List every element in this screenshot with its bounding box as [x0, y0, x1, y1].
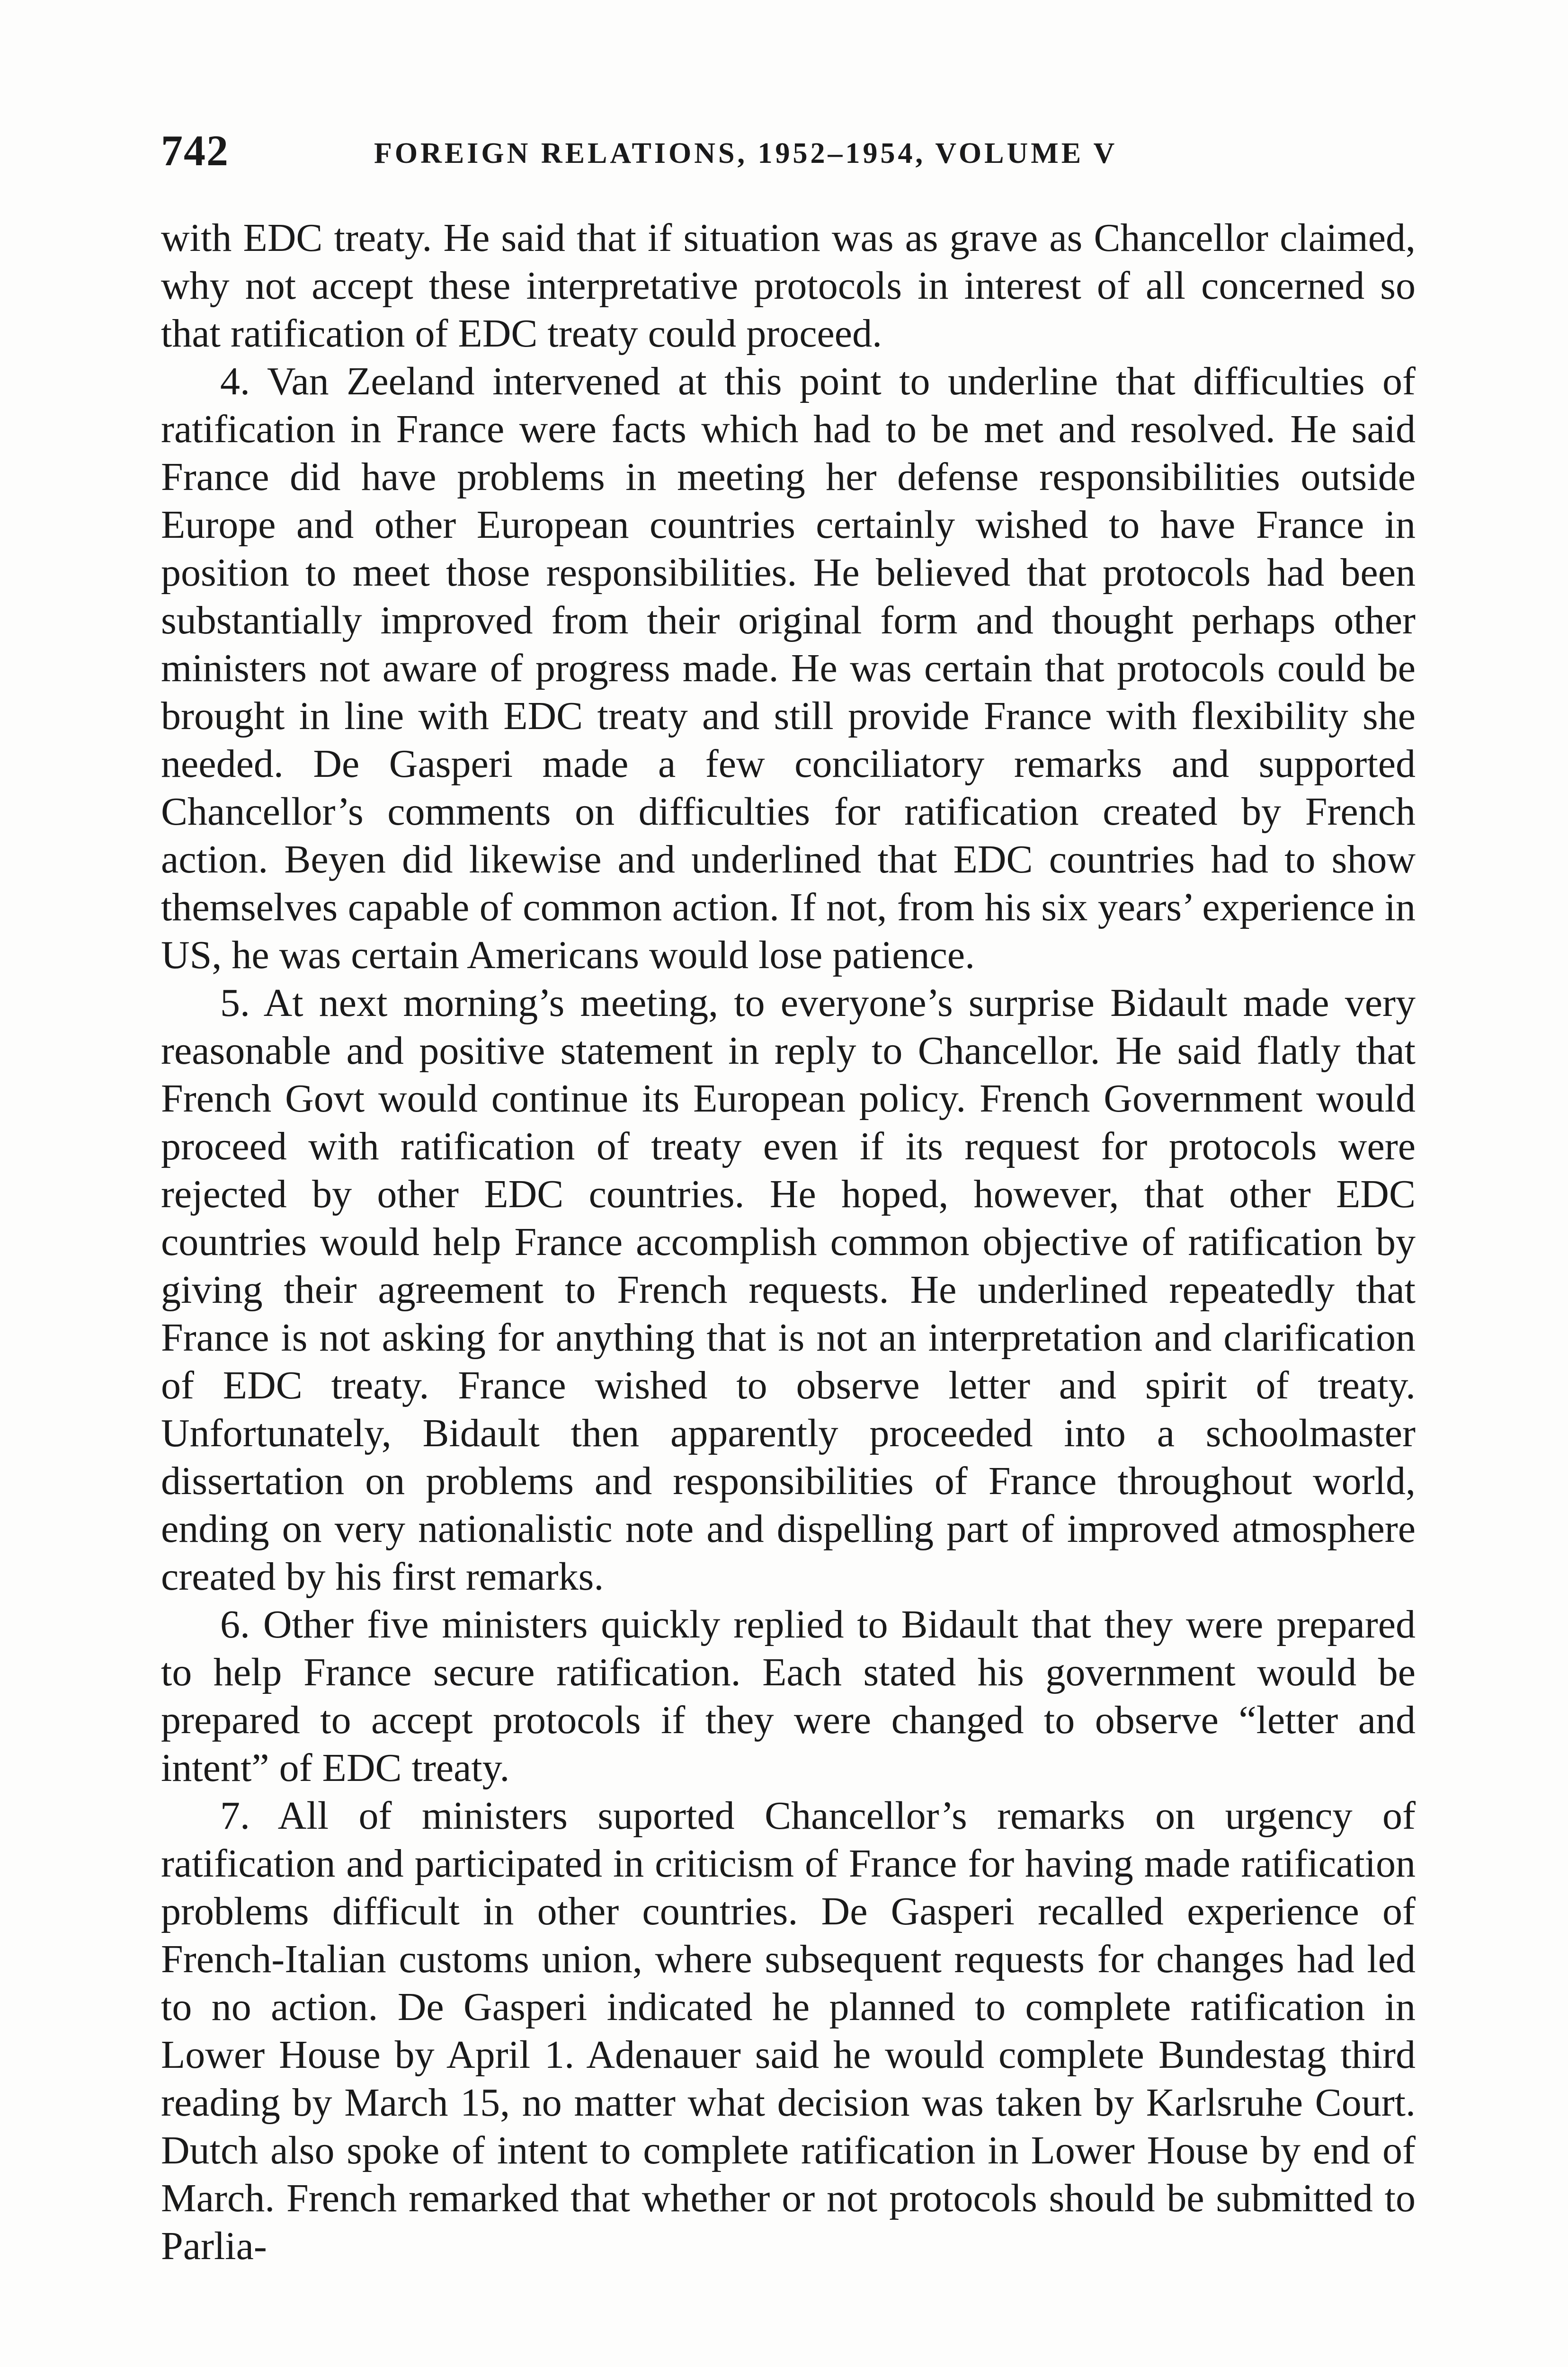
body-text [161, 214, 1416, 2270]
paragraph-5: 5. At next morning’s meeting, to everyone’s surprise Bidault made very reasonable and positive statement in reply to Chancellor. He said flatly that French Govt would continue its European policy. French Government would proceed with ratification of treaty even if its request for protocols were rejected by other EDC countries. He hoped, however, that other EDC countries would help France accomplish common objective of ratification by giving their agreement to French requests. He underlined repeatedly that France is not asking for anything that is not an interpretation and clarification of EDC treaty. France wished to observe letter and spirit of treaty. Unfortunately, Bidault then apparently proceeded into a schoolmaster dissertation on problems and responsibilities of France throughout world, ending on very nationalistic note and dispelling part of improved atmosphere created by his first remarks. [161, 981, 1416, 1599]
paragraph-continuation: with EDC treaty. He said that if situation was as grave as Chancellor claimed, why not accept these interpretative protocols in interest of all concerned so that ratification of EDC treaty could proceed. [161, 216, 1416, 356]
running-title: FOREIGN RELATIONS, 1952–1954, VOLUME V [374, 137, 1118, 169]
running-head [161, 125, 1401, 192]
paragraph-6: 6. Other five ministers quickly replied to Bidault that they were prepared to help France secure ratification. Each stated his government would be prepared to accept protocols if they were changed to observe “letter and intent” of EDC treaty. [161, 1602, 1416, 1790]
paragraph-7: 7. All of ministers suported Chancellor’s remarks on urgency of ratification and participated in criticism of France for having made ratification problems difficult in other countries. De Gasperi recalled experience of French-Italian customs union, where subsequent requests for changes had led to no action. De Gasperi indicated he planned to complete ratification in Lower House by April 1. Adenauer said he would complete Bundestag third reading by March 15, no matter what decision was taken by Karlsruhe Court. Dutch also spoke of intent to complete ratification in Lower House by end of March. French remarked that whether or not protocols should be submitted to Parlia- [161, 1794, 1416, 2268]
page-number: 742 [161, 126, 229, 175]
paragraph-4: 4. Van Zeeland intervened at this point to underline that difficulties of ratification in France were facts which had to be met and resolved. He said France did have problems in meeting her defense responsibilities outside Europe and other European countries certainly wished to have France in position to meet those responsibilities. He believed that protocols had been substantially improved from their original form and thought perhaps other ministers not aware of progress made. He was certain that protocols could be brought in line with EDC treaty and still provide France with flexibility she needed. De Gasperi made a few conciliatory remarks and supported Chancellor’s comments on difficulties for ratification created by French action. Beyen did likewise and underlined that EDC countries had to show themselves capable of common action. If not, from his six years’ experience in US, he was certain Americans would lose patience. [161, 359, 1416, 977]
